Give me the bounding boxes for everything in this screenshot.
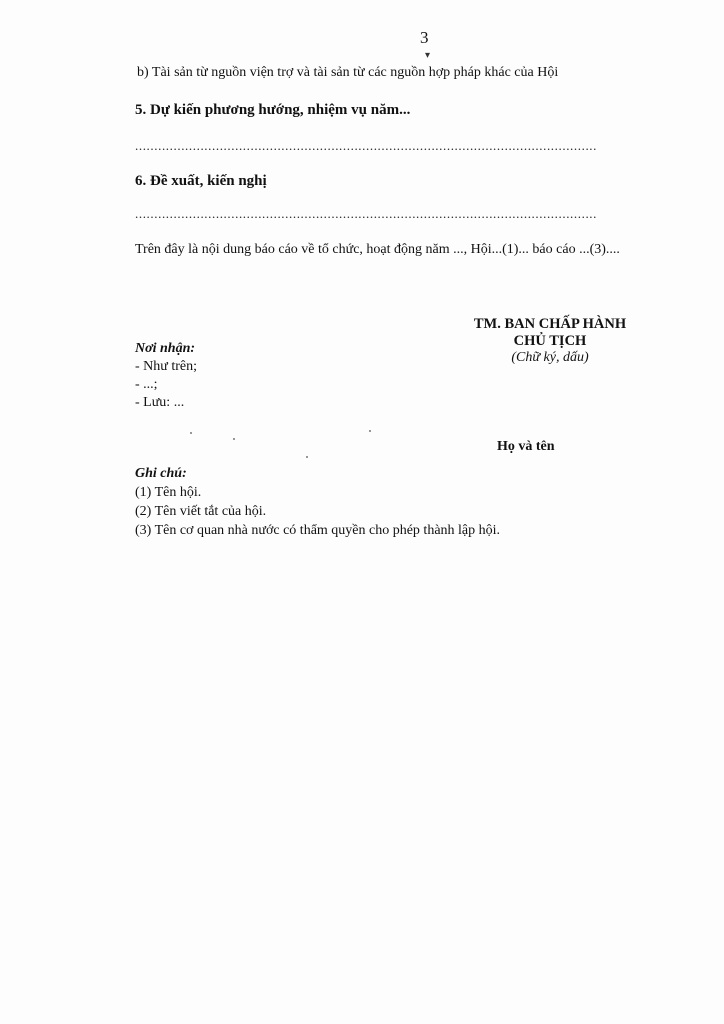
page-number: 3 — [420, 28, 429, 47]
notes-block — [135, 464, 500, 540]
recipient-item: - Lưu: ... — [135, 395, 185, 410]
recipients-block — [135, 340, 197, 412]
note-item: (3) Tên cơ quan nhà nước có thẩm quyền cho phép thành lập hội. — [135, 523, 501, 538]
scan-speck — [369, 430, 371, 432]
scan-speck — [190, 432, 192, 434]
signature-block — [450, 316, 650, 366]
recipient-item: - ...; — [135, 377, 158, 392]
fill-in-dotted-line: ........................................................................................................................ — [135, 138, 597, 153]
recipient-item: - Như trên; — [135, 359, 198, 374]
note-item: (2) Tên viết tắt của hội. — [135, 504, 267, 519]
signature-role: CHỦ TỊCH — [513, 333, 587, 349]
recipients-title: Nơi nhận: — [135, 341, 196, 356]
fill-in-dotted-line: ........................................................................................................................ — [135, 206, 597, 221]
signer-name-label: Họ và tên — [497, 439, 555, 454]
scan-speck — [233, 438, 235, 440]
conclusion-text: Trên đây là nội dung báo cáo về tổ chức, hoạt động năm ..., Hội...(1)... báo cáo ...(3).... — [135, 242, 620, 257]
heading-section-6: 6. Đề xuất, kiến nghị — [135, 173, 267, 189]
scan-speck — [306, 456, 308, 458]
note-item: (1) Tên hội. — [135, 485, 202, 500]
signature-title: TM. BAN CHẤP HÀNH — [473, 316, 627, 332]
notes-title: Ghi chú: — [135, 466, 187, 481]
signature-instruction: (Chữ ký, dấu) — [511, 350, 589, 365]
scan-mark: ▾ — [425, 50, 431, 61]
section-b-text: b) Tài sản từ nguồn viện trợ và tài sản từ các nguồn hợp pháp khác của Hội — [137, 65, 559, 80]
heading-section-5: 5. Dự kiến phương hướng, nhiệm vụ năm... — [135, 102, 411, 118]
